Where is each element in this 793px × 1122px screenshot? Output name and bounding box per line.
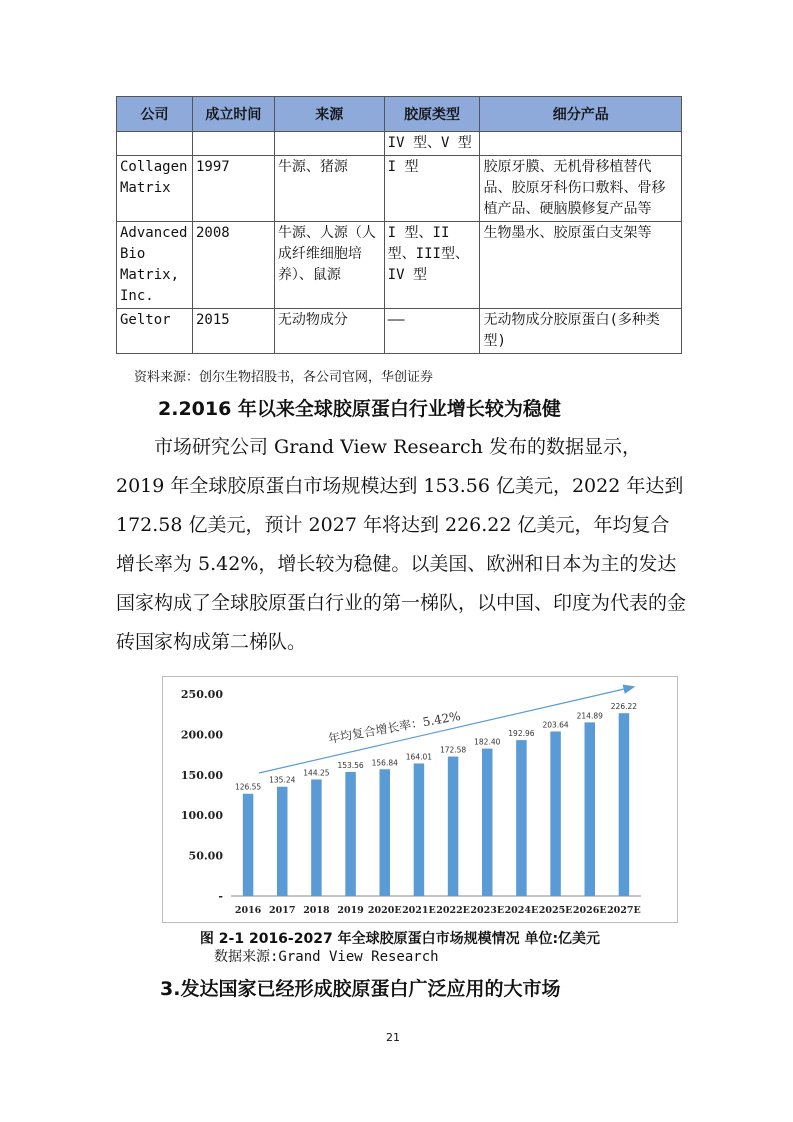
header-products: 细分产品 (480, 97, 682, 132)
table-cell: —— (384, 309, 480, 354)
table-cell: 2015 (192, 309, 274, 354)
table-cell: Geltor (117, 309, 193, 354)
market-size-chart (162, 676, 678, 923)
y-tick-labels (181, 688, 223, 903)
table-source-note: 资料来源：创尔生物招股书，各公司官网，华创证券 (134, 370, 434, 385)
y-tick-label: 100.00 (180, 809, 223, 823)
bar-2021E (414, 763, 425, 896)
bar-2019 (345, 772, 356, 896)
bar-2016 (243, 794, 254, 896)
section-2-heading: 2.2016 年以来全球胶原蛋白行业增长较为稳健 (158, 398, 561, 420)
table-row (117, 309, 682, 354)
table-row (117, 156, 682, 222)
value-label: 153.56 (337, 760, 364, 770)
y-tick-label: - (218, 890, 223, 903)
table-cell: I 型、II型、III型、IV 型 (384, 222, 480, 309)
y-tick-label: 250.00 (180, 688, 223, 701)
table-row (117, 132, 682, 156)
x-tick-labels (235, 905, 641, 916)
figure-caption: 图 2-1 2016-2027 年全球胶原蛋白市场规模情况 单位:亿美元 (199, 931, 601, 947)
header-company: 公司 (117, 97, 193, 132)
value-label: 203.64 (542, 720, 569, 730)
value-label: 226.22 (610, 702, 638, 712)
table-cell: Collagen Matrix (117, 156, 193, 222)
header-collagen-type: 胶原类型 (384, 97, 480, 132)
y-tick-label: 150.00 (180, 768, 223, 782)
x-tick-label: 2026E (572, 905, 607, 916)
y-tick-label: 50.00 (188, 849, 223, 863)
x-tick-label: 2027E (607, 905, 641, 916)
table-cell: Advanced Bio Matrix, Inc. (117, 222, 193, 309)
header-source: 来源 (274, 97, 384, 132)
table-cell: 无动物成分胶原蛋白(多种类型) (480, 309, 682, 354)
company-table (116, 96, 682, 354)
paragraph-text: 市场研究公司 Grand View Research 发布的数据显示，2019 年全球胶原蛋白市场规模达到 153.56 亿美元，2022 年达到 172.58 亿美元，预计 2027 年将达到 226.22 亿美元，年均复合增长率为 5.42%，增长较为稳健。以美国、欧洲和日本为主的发达国家构成了全球胶原蛋白行业的第一梯队，以中国、印度为代表的金砖国家构成第二梯队。 (116, 436, 687, 653)
bar-2022E (448, 757, 459, 896)
bar-2017 (277, 787, 288, 896)
value-label: 135.24 (269, 775, 296, 785)
value-label: 164.01 (405, 752, 433, 762)
value-label: 192.96 (508, 729, 535, 739)
bar-2023E (482, 749, 493, 896)
bar-group (243, 713, 629, 896)
figure-source: 数据来源:Grand View Research (214, 949, 439, 965)
section-3-heading: 3.发达国家已经形成胶原蛋白广泛应用的大市场 (160, 978, 561, 1000)
x-tick-label: 2020E (367, 905, 402, 916)
table-header-row (117, 97, 682, 132)
value-label: 144.25 (303, 768, 330, 778)
table-cell: 生物墨水、胶原蛋白支架等 (480, 222, 682, 309)
table-cell: 牛源、人源（人成纤维细胞培养）、鼠源 (274, 222, 384, 309)
value-label: 156.84 (371, 758, 398, 768)
x-tick-label: 2021E (402, 905, 436, 916)
body-paragraph (116, 428, 686, 662)
value-label: 126.55 (234, 782, 262, 792)
header-year: 成立时间 (192, 97, 274, 132)
cagr-annotation: 年均复合增长率：5.42% (327, 708, 462, 746)
table-cell: I 型 (384, 156, 480, 222)
table-cell: 1997 (192, 156, 274, 222)
x-tick-label: 2017 (269, 905, 296, 916)
table-cell: 无动物成分 (274, 309, 384, 354)
x-tick-label: 2023E (470, 905, 505, 916)
bar-2027E (619, 713, 630, 896)
table-cell: 牛源、猪源 (274, 156, 384, 222)
x-tick-label: 2016 (234, 905, 262, 916)
bar-2025E (550, 731, 561, 896)
x-tick-label: 2024E (504, 905, 539, 916)
value-label: 172.58 (439, 745, 467, 755)
value-label: 182.40 (474, 737, 501, 747)
bar-2018 (311, 779, 322, 896)
y-tick-label: 200.00 (180, 728, 223, 742)
page-number: 21 (386, 1031, 400, 1044)
bar-2020E (380, 769, 391, 896)
table-cell: 2008 (192, 222, 274, 309)
x-tick-label: 2018 (303, 905, 330, 916)
x-tick-label: 2019 (337, 905, 364, 916)
trend-arrow (259, 687, 633, 773)
table-cell: IV 型、V 型 (384, 132, 480, 156)
x-tick-label: 2025E (538, 905, 573, 916)
value-label: 214.89 (576, 711, 603, 721)
table-cell: 胶原牙膜、无机骨移植替代品、胶原牙科伤口敷料、骨移植产品、硬脑膜修复产品等 (480, 156, 682, 222)
chart-svg (163, 677, 677, 922)
table-row (117, 222, 682, 309)
x-tick-label: 2022E (436, 905, 470, 916)
bar-2026E (585, 722, 596, 896)
bar-2024E (516, 740, 527, 896)
